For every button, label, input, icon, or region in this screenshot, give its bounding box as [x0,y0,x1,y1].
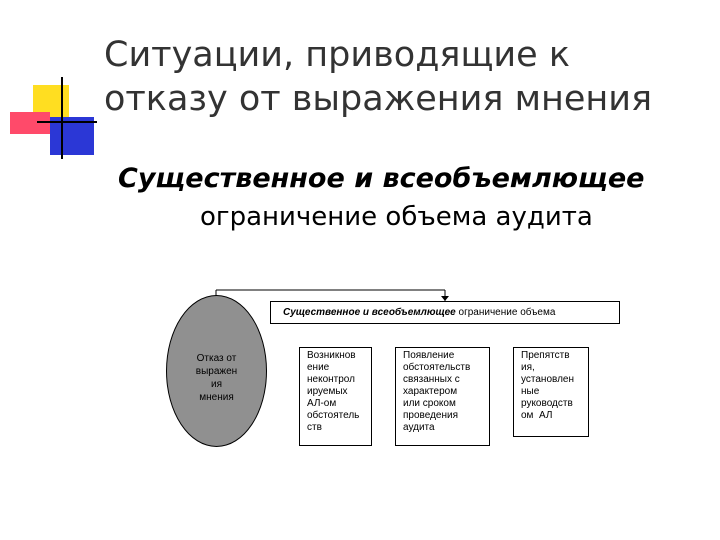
condition-box-1: Возникнов ение неконтрол ируемых АЛ-ом обстоятель ств [299,347,372,446]
title-line-2: отказу от выражения мнения [104,79,653,119]
top-condition-box [270,301,620,324]
top-box-bold: Существенное и всеобъемлющее [283,307,456,318]
title-line-1: Ситуации, приводящие к [104,35,570,75]
subtitle-rest: ограничение объема аудита [200,202,593,232]
ellipse-label: Отказ от выражен ия мнения [195,353,238,403]
condition-box-2: Появление обстоятельств связанных с характером или сроком проведения аудита [395,347,490,446]
subtitle-bold: Существенное и всеобъемлющее [118,163,645,194]
condition-box-3: Препятств ия, установлен ные руководств ом АЛ [513,347,589,437]
top-box-rest: ограничение объема [455,307,556,318]
